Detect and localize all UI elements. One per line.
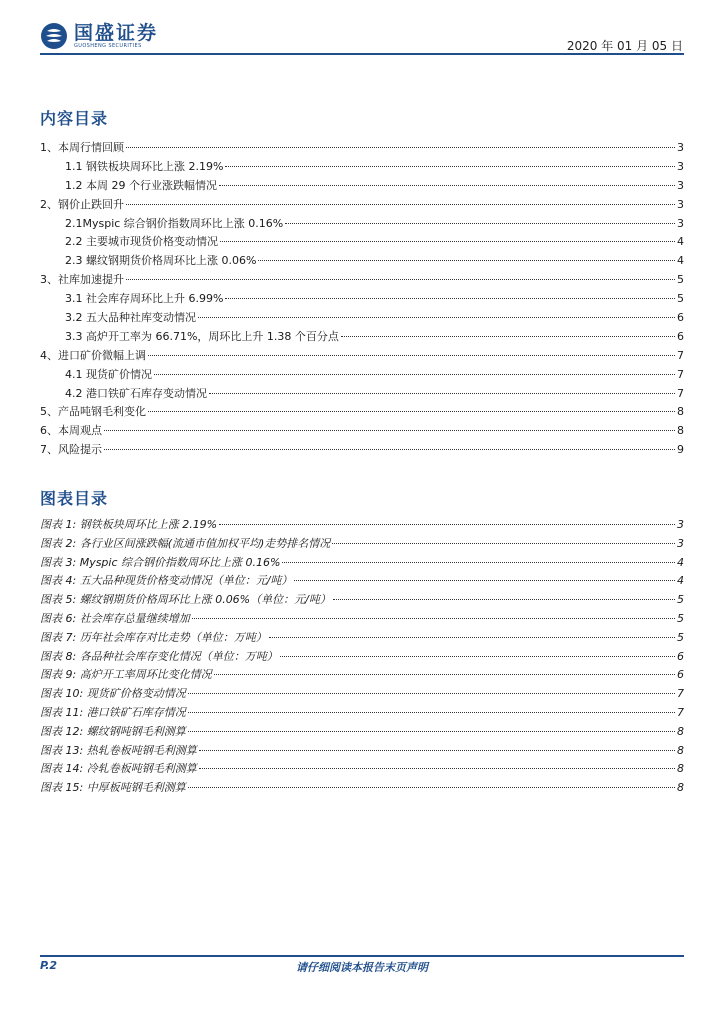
figure-entry-label: 图表 1: 钢铁板块周环比上涨 2.19% (40, 518, 218, 531)
toc-entry[interactable] (40, 403, 684, 422)
dot-leader (126, 279, 675, 280)
figure-entry-page: 8 (677, 762, 684, 776)
toc-entry-page: 9 (677, 443, 684, 457)
figure-entry-label: 图表 5: 螺纹钢期货价格周环比上涨 0.06%（单位：元/吨） (40, 593, 331, 607)
figure-entry-label: 图表 2: 各行业区间涨跌幅(流通市值加权平均)走势排名情况 (40, 536, 331, 550)
toc-entry-label: 6、本周观点 (40, 424, 102, 438)
figure-entry-label: 图表 8: 各品种社会库存变化情况（单位：万吨） (40, 649, 278, 663)
toc-entry-page: 3 (677, 178, 684, 192)
figure-entry-page: 7 (677, 687, 684, 701)
figure-entry[interactable] (40, 572, 684, 591)
company-logo (40, 22, 158, 50)
toc-entry[interactable] (40, 177, 684, 196)
dot-leader (188, 787, 675, 788)
toc-entry-label: 7、风险提示 (40, 443, 102, 457)
figure-entry-page: 3 (677, 518, 684, 531)
toc-entry-page: 6 (677, 329, 684, 343)
toc-entry-label: 5、产品吨钢毛利变化 (40, 405, 146, 419)
toc-entry-page: 3 (677, 159, 684, 173)
report-date: 2020 年 01 月 05 日 (566, 39, 683, 53)
dot-leader (104, 430, 675, 431)
figure-entry[interactable] (40, 610, 684, 629)
dot-leader (219, 524, 675, 525)
disclaimer-note: 请仔细阅读本报告末页声明 (296, 961, 428, 974)
toc-entry[interactable] (40, 233, 684, 252)
dot-leader (332, 543, 675, 544)
toc-entry-page: 5 (677, 273, 684, 287)
toc-entry[interactable] (40, 328, 684, 347)
figure-entry[interactable] (40, 516, 684, 535)
figure-entry[interactable] (40, 535, 684, 554)
dot-leader (285, 223, 675, 224)
dot-leader (280, 656, 675, 657)
dot-leader (104, 449, 675, 450)
toc-entry[interactable] (40, 441, 684, 460)
figure-list-heading: 图表目录 (40, 489, 109, 508)
toc-entry-label: 3.2 五大品种社库变动情况 (65, 311, 196, 325)
toc-entry[interactable] (40, 271, 684, 290)
figure-entry-label: 图表 3: Myspic 综合钢价指数周环比上涨 0.16% (40, 555, 281, 569)
figure-entry-label: 图表 6: 社会库存总量继续增加 (40, 611, 190, 625)
page-number: P.2 (40, 959, 58, 972)
dot-leader (219, 185, 675, 186)
toc-entry-page: 8 (677, 405, 684, 419)
toc-entry-page: 4 (677, 254, 684, 268)
dot-leader (282, 562, 675, 563)
dot-leader (294, 580, 675, 581)
dot-leader (126, 147, 675, 148)
toc-entry[interactable] (40, 215, 684, 234)
footer-divider (40, 955, 684, 957)
figure-entry-label: 图表 14: 冷轧卷板吨钢毛利测算 (40, 762, 197, 776)
figure-entry-label: 图表 15: 中厚板吨钢毛利测算 (40, 781, 186, 795)
toc-entry-page: 3 (677, 197, 684, 211)
dot-leader (198, 317, 675, 318)
header-divider (40, 53, 684, 55)
figure-entry-label: 图表 4: 五大品种现货价格变动情况（单位：元/吨） (40, 574, 293, 588)
dot-leader (199, 750, 675, 751)
figure-entry-page: 6 (677, 668, 684, 682)
toc-entry-label: 3、社库加速提升 (40, 273, 124, 287)
logo-chinese-name: 国盛证券 (74, 21, 159, 44)
figure-entry-page: 8 (677, 724, 684, 738)
toc-entry-label: 2、钢价止跌回升 (40, 197, 124, 211)
toc-entry-label: 1.2 本周 29 个行业涨跌幅情况 (65, 178, 217, 192)
dot-leader (148, 411, 675, 412)
toc-entry-page: 8 (677, 424, 684, 438)
toc-heading: 内容目录 (40, 109, 109, 128)
figure-entry-page: 8 (677, 781, 684, 795)
toc-entry-label: 2.3 螺纹钢期货价格周环比上涨 0.06% (65, 254, 257, 268)
toc-entry-page: 3 (677, 216, 684, 230)
figure-entry-page: 7 (677, 705, 684, 719)
toc-entry[interactable] (40, 139, 684, 158)
toc-entry-label: 4.1 现货矿价情况 (65, 367, 152, 381)
dot-leader (188, 712, 675, 713)
dot-leader (214, 674, 675, 675)
toc-entry-page: 7 (677, 386, 684, 400)
page-header (0, 0, 724, 56)
figure-entry[interactable] (40, 591, 684, 610)
toc-entry[interactable] (40, 252, 684, 271)
dot-leader (333, 599, 675, 600)
toc-entry-label: 2.2 主要城市现货价格变动情况 (65, 235, 218, 249)
toc-entry[interactable] (40, 158, 684, 177)
figure-entry[interactable] (40, 685, 684, 704)
figure-entry-page: 3 (677, 536, 684, 550)
toc-entry[interactable] (40, 347, 684, 366)
toc-entry-label: 1.1 钢铁板块周环比上涨 2.19% (65, 159, 224, 173)
dot-leader (148, 355, 675, 356)
toc-entry-page: 4 (677, 235, 684, 249)
figure-entry-label: 图表 13: 热轧卷板吨钢毛利测算 (40, 743, 197, 757)
figure-entry[interactable] (40, 742, 684, 761)
figure-entry-page: 8 (677, 743, 684, 757)
figure-entry[interactable] (40, 629, 684, 648)
dot-leader (188, 731, 675, 732)
toc-entry[interactable] (40, 309, 684, 328)
figure-entry-page: 4 (677, 555, 684, 569)
toc-entry-page: 3 (677, 141, 684, 154)
dot-leader (258, 260, 675, 261)
toc-entry-label: 3.1 社会库存周环比上升 6.99% (65, 292, 224, 306)
dot-leader (192, 618, 675, 619)
toc-entry-label: 2.1Myspic 综合钢价指数周环比上涨 0.16% (65, 216, 284, 230)
table-of-contents (40, 139, 684, 460)
toc-entry-page: 6 (677, 311, 684, 325)
dot-leader (225, 298, 675, 299)
guosheng-logo-icon (40, 22, 68, 50)
dot-leader (220, 241, 675, 242)
toc-entry-label: 3.3 高炉开工率为 66.71%，周环比上升 1.38 个百分点 (65, 329, 339, 343)
dot-leader (209, 393, 675, 394)
toc-entry[interactable] (40, 196, 684, 215)
toc-entry[interactable] (40, 290, 684, 309)
figure-entry[interactable] (40, 704, 684, 723)
figure-entry-page: 4 (677, 574, 684, 588)
figure-entry-page: 5 (677, 611, 684, 625)
toc-entry-label: 1、本周行情回顾 (40, 141, 124, 154)
figure-entry-label: 图表 11: 港口铁矿石库存情况 (40, 705, 186, 719)
figure-entry-label: 图表 7: 历年社会库存对比走势（单位：万吨） (40, 630, 267, 644)
toc-entry-page: 7 (677, 367, 684, 381)
list-of-figures (40, 516, 684, 798)
figure-entry-label: 图表 12: 螺纹钢吨钢毛利测算 (40, 724, 186, 738)
figure-entry-page: 6 (677, 649, 684, 663)
dot-leader (225, 166, 675, 167)
toc-entry-page: 5 (677, 292, 684, 306)
figure-entry-page: 5 (677, 593, 684, 607)
dot-leader (188, 693, 675, 694)
figure-entry-label: 图表 10: 现货矿价格变动情况 (40, 687, 186, 701)
figure-entry[interactable] (40, 723, 684, 742)
figure-entry[interactable] (40, 554, 684, 573)
toc-entry[interactable] (40, 422, 684, 441)
dot-leader (126, 204, 675, 205)
figure-entry-label: 图表 9: 高炉开工率周环比变化情况 (40, 668, 212, 682)
figure-entry[interactable] (40, 760, 684, 779)
toc-entry-label: 4、进口矿价微幅上调 (40, 348, 146, 362)
figure-entry-page: 5 (677, 630, 684, 644)
dot-leader (154, 374, 675, 375)
toc-entry-label: 4.2 港口铁矿石库存变动情况 (65, 386, 207, 400)
dot-leader (269, 637, 675, 638)
toc-entry[interactable] (40, 366, 684, 385)
logo-english-name: GUOSHENG SECURITIES (74, 42, 142, 49)
toc-entry[interactable] (40, 385, 684, 404)
figure-entry[interactable] (40, 648, 684, 667)
dot-leader (341, 336, 675, 337)
figure-entry[interactable] (40, 666, 684, 685)
dot-leader (199, 768, 675, 769)
figure-entry[interactable] (40, 779, 684, 798)
toc-entry-page: 7 (677, 348, 684, 362)
